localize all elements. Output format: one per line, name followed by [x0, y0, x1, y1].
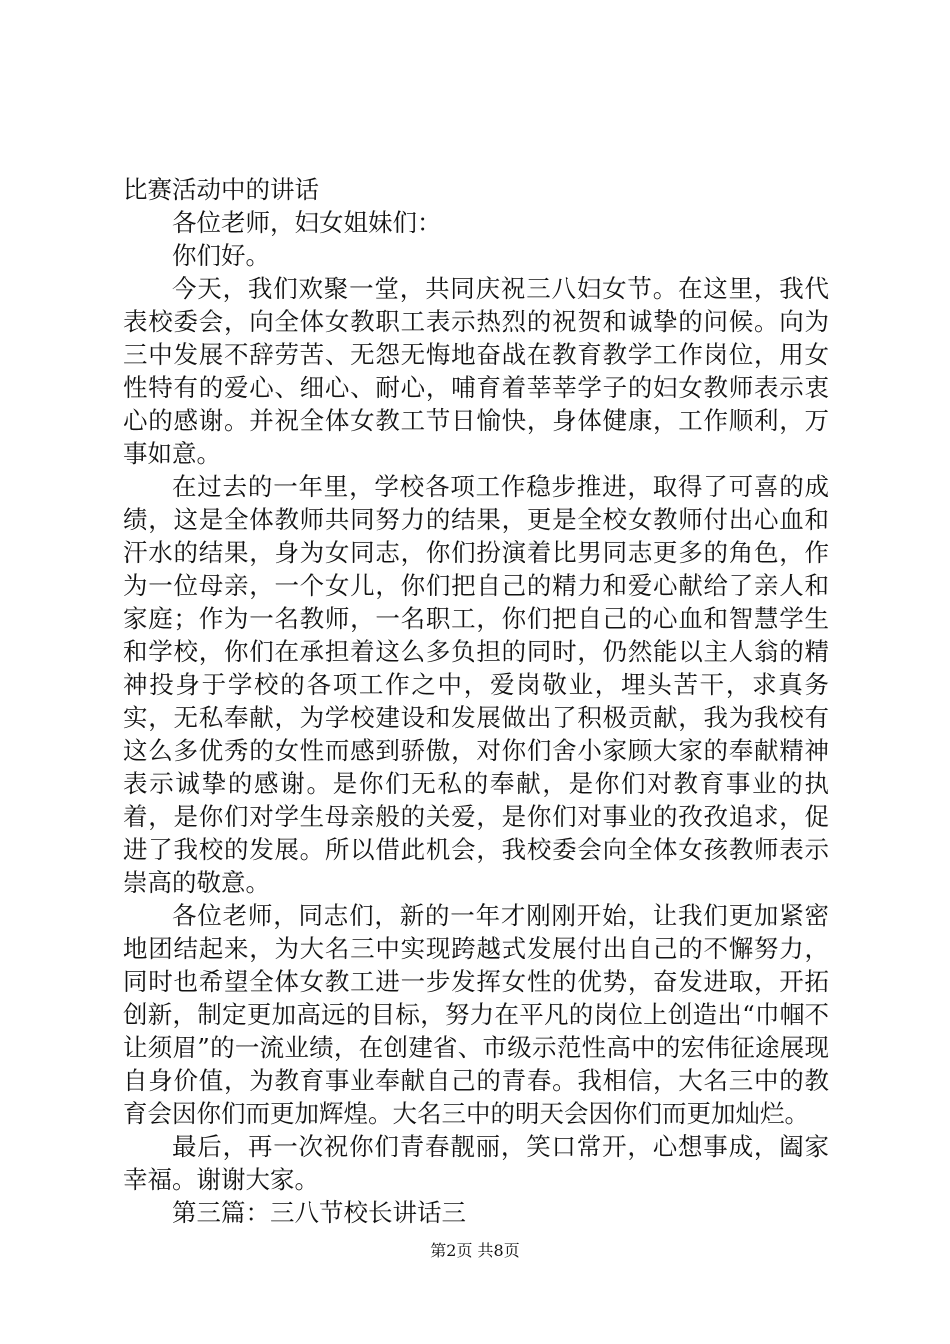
paragraph-1: 各位老师，妇女姐妹们： — [172, 208, 442, 237]
page-footer — [0, 1241, 950, 1261]
page-number: 第2页 共8页 — [430, 1241, 520, 1260]
paragraph-7: 第三篇：三八节校长讲话三 — [172, 1198, 466, 1227]
paragraph-0: 比赛活动中的讲话 — [123, 175, 319, 204]
paragraph-2: 你们好。 — [172, 241, 270, 270]
paragraph-5: 各位老师，同志们，新的一年才刚刚开始，让我们更加紧密地团结起来，为大名三中实现跨越式发展付出自己的不懈努力，同时也希望全体女教工进一步发挥女性的优势，奋发进取，开拓创新，制定更加高远的目标，努力在平凡的岗位上创造出“巾帼不让须眉”的一流业绩，在创建省、市级示范性高中的宏伟征途展现自身价值，为教育事业奉献自己的青春。我相信，大名三中的教育会因你们而更加辉煌。大名三中的明天会因你们而更加灿烂。 — [123, 901, 829, 1128]
paragraph-3: 今天，我们欢聚一堂，共同庆祝三八妇女节。在这里，我代表校委会，向全体女教职工表示热烈的祝贺和诚挚的问候。向为三中发展不辞劳苦、无怨无悔地奋战在教育教学工作岗位，用女性特有的爱心、细心、耐心，哺育着莘莘学子的妇女教师表示衷心的感谢。并祝全体女教工节日愉快，身体健康，工作顺利，万事如意。 — [123, 274, 829, 468]
document-body — [123, 173, 829, 1229]
paragraph-4: 在过去的一年里，学校各项工作稳步推进，取得了可喜的成绩，这是全体教师共同努力的结果，更是全校女教师付出心血和汗水的结果，身为女同志，你们扮演着比男同志更多的角色，作为一位母亲，一个女儿，你们把自己的精力和爱心献给了亲人和家庭；作为一名教师，一名职工，你们把自己的心血和智慧学生和学校，你们在承担着这么多负担的同时，仍然能以主人翁的精神投身于学校的各项工作之中，爱岗敬业，埋头苦干，求真务实，无私奉献，为学校建设和发展做出了积极贡献，我为我校有这么多优秀的女性而感到骄傲，对你们舍小家顾大家的奉献精神表示诚挚的感谢。是你们无私的奉献，是你们对教育事业的执着，是你们对学生母亲般的关爱，是你们对事业的孜孜追求，促进了我校的发展。所以借此机会，我校委会向全体女孩教师表示崇高的敬意。 — [123, 472, 829, 897]
paragraph-6: 最后，再一次祝你们青春靓丽，笑口常开，心想事成，阖家幸福。谢谢大家。 — [123, 1132, 829, 1194]
